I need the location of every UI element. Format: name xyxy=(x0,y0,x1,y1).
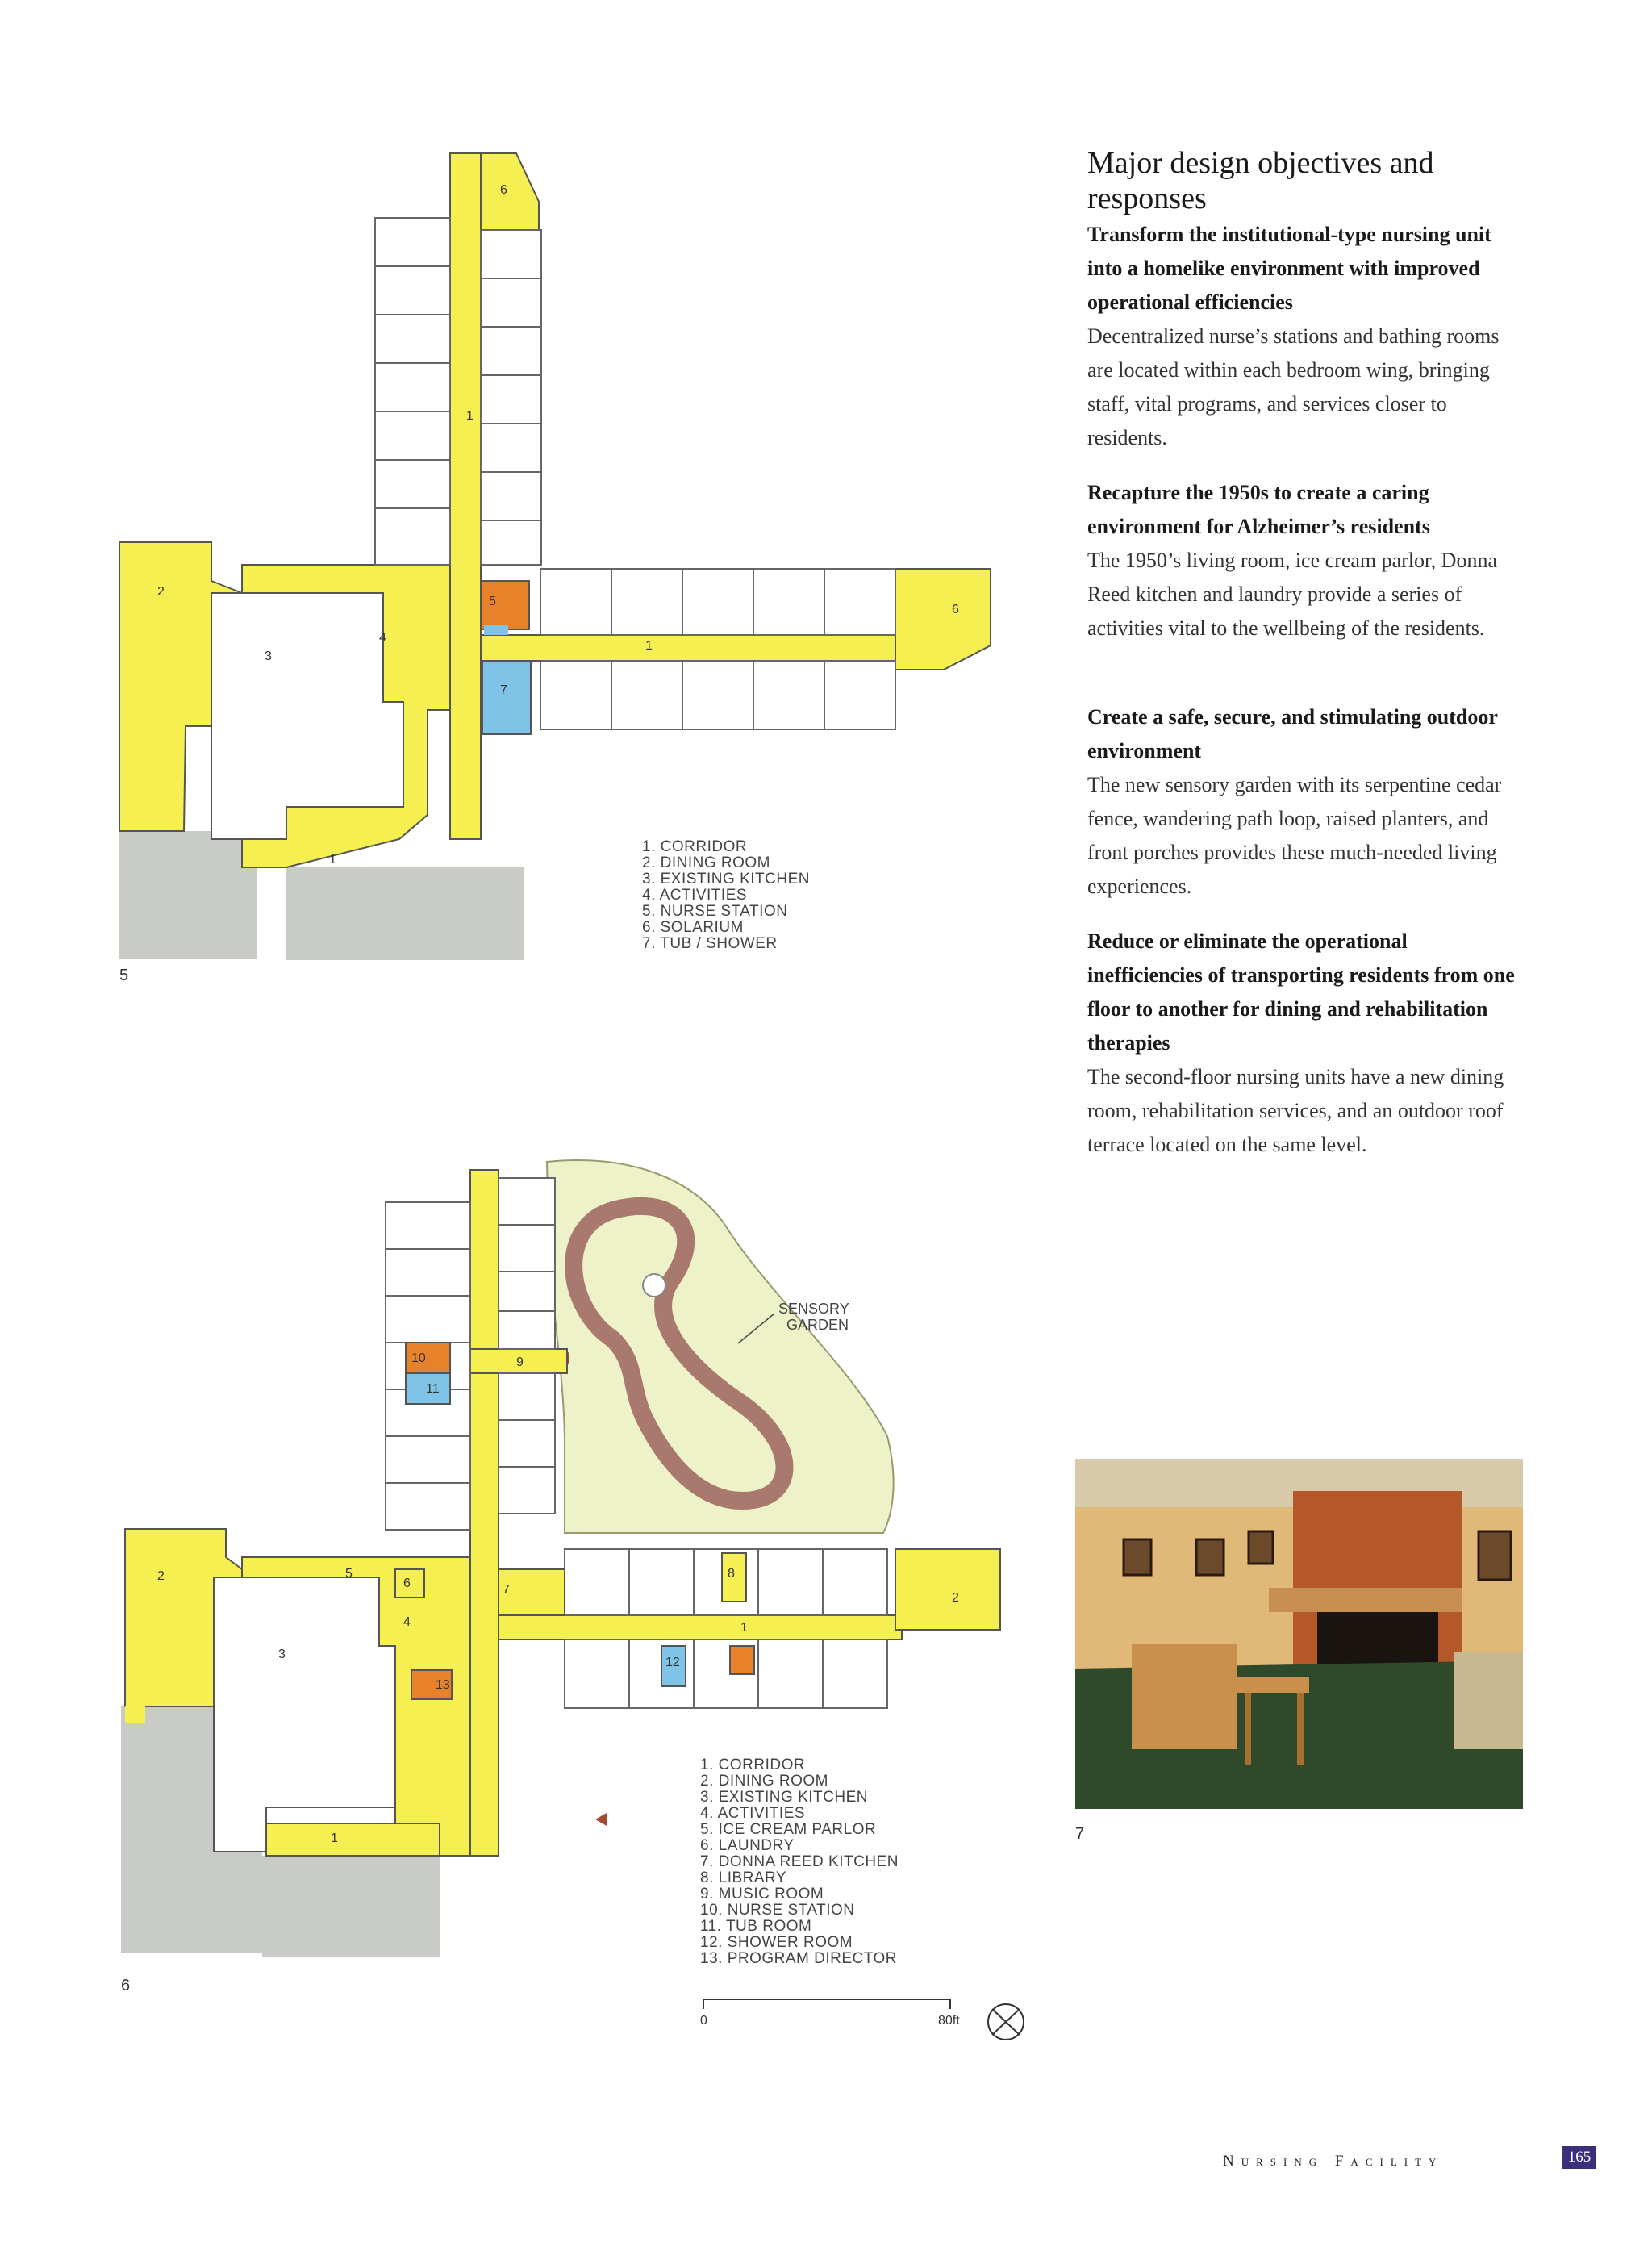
garden-gazebo xyxy=(643,1274,665,1297)
scale-start-label: 0 xyxy=(700,2014,707,2028)
plan6-ground-area xyxy=(262,1856,440,1957)
plan5-label-7: 7 xyxy=(500,683,507,697)
objective-body: The new sensory garden with its serpentine cedar fence, wandering path loop, raised planters, and front porches provides these much-needed living experiences. xyxy=(1087,773,1502,898)
legend-item: 13. PROGRAM DIRECTOR xyxy=(700,1950,898,1967)
legend-item: 11. TUB ROOM xyxy=(700,1918,812,1935)
objective-title: Transform the institutional-type nursing unit into a homelike environment with improved operational efficiencies xyxy=(1087,223,1491,314)
plan6-yellow-fill xyxy=(125,1706,145,1723)
plan6-rooms-vertical-east xyxy=(499,1178,555,1514)
plan6-label-2: 2 xyxy=(157,1569,165,1583)
plan6-label-7: 7 xyxy=(503,1583,510,1597)
plan6-label-1: 1 xyxy=(331,1832,338,1845)
plan5-label-1b: 1 xyxy=(645,639,653,653)
garden-label-line2: GARDEN xyxy=(786,1317,849,1333)
plan5-legend xyxy=(642,839,810,952)
plan5-label-1a: 1 xyxy=(329,853,336,867)
legend-item: 8. LIBRARY xyxy=(700,1869,787,1886)
plan5-label-2: 2 xyxy=(157,585,165,599)
plan5-nurse-station xyxy=(481,581,529,629)
objective-3 xyxy=(1087,700,1523,904)
legend-item: 7. DONNA REED KITCHEN xyxy=(700,1853,899,1870)
plan6-label-4: 4 xyxy=(403,1615,411,1629)
plan5-solarium-east xyxy=(895,569,991,670)
legend-item: 3. EXISTING KITCHEN xyxy=(700,1789,868,1806)
plan6-label-5: 5 xyxy=(345,1567,353,1581)
plan5-label-5: 5 xyxy=(489,595,496,608)
plan5-kitchen xyxy=(211,593,403,839)
legend-item: 6. LAUNDRY xyxy=(700,1837,795,1854)
north-arrow-icon xyxy=(988,2004,1024,2040)
plan6-legend xyxy=(700,1757,899,1967)
objective-title: Recapture the 1950s to create a caring environment for Alzheimer’s residents xyxy=(1087,481,1430,538)
plan5-ground-area xyxy=(119,831,257,959)
plan5-rooms-horizontal-south xyxy=(540,661,895,729)
section-heading: Major design objectives and responses xyxy=(1087,146,1434,215)
legend-item: 4. ACTIVITIES xyxy=(642,887,748,904)
plan6-label-8: 8 xyxy=(728,1567,735,1581)
plan6-label-2b: 2 xyxy=(952,1591,959,1605)
legend-item: 2. DINING ROOM xyxy=(642,854,771,871)
plan5-rooms-vertical-right xyxy=(481,230,541,565)
footer-section-label: Nursing Facility xyxy=(1223,2153,1444,2170)
plan5-label-1c: 1 xyxy=(466,409,473,423)
plan5-label-4: 4 xyxy=(379,631,386,645)
plan5-label-6a: 6 xyxy=(500,183,507,197)
plan6-label-9: 9 xyxy=(516,1355,524,1369)
plan6-label-1b: 1 xyxy=(740,1621,748,1635)
legend-item: 6. SOLARIUM xyxy=(642,919,744,936)
plan5-tub-shower xyxy=(482,662,531,734)
plan5-solarium-top xyxy=(481,153,539,230)
plan5-corridor-vertical xyxy=(450,153,481,839)
objective-2 xyxy=(1087,476,1523,645)
legend-item: 10. NURSE STATION xyxy=(700,1902,855,1919)
objective-body: The second-floor nursing units have a new dining room, rehabilitation services, and an outdoor roof terrace located on the same level. xyxy=(1087,1065,1504,1156)
plan5-corridor-horizontal xyxy=(481,635,904,661)
objective-body: The 1950’s living room, ice cream parlor, Donna Reed kitchen and laundry provide a series of activities vital to the wellbeing of the residents. xyxy=(1087,549,1497,640)
legend-item: 1. CORRIDOR xyxy=(700,1756,806,1773)
legend-item: 3. EXISTING KITCHEN xyxy=(642,871,810,888)
legend-item: 5. ICE CREAM PARLOR xyxy=(700,1821,877,1838)
scale-end-label: 80ft xyxy=(938,2014,960,2028)
plan6-label-3: 3 xyxy=(278,1648,286,1661)
objective-1 xyxy=(1087,218,1523,455)
legend-item: 2. DINING ROOM xyxy=(700,1773,829,1790)
plan6-corridor-south xyxy=(266,1823,440,1856)
scale-bar xyxy=(694,1985,1032,2049)
objective-title: Reduce or eliminate the operational inefficiencies of transporting residents from one floor to another for dining and rehabilitation therapies xyxy=(1087,929,1515,1055)
plan5-label-3: 3 xyxy=(265,650,272,663)
plan6-label-10: 10 xyxy=(411,1351,426,1365)
figure-number-6: 6 xyxy=(121,1977,131,1994)
plan5-rooms-horizontal-north xyxy=(540,569,895,635)
legend-item: 5. NURSE STATION xyxy=(642,903,788,920)
living-room-photo xyxy=(1075,1459,1523,1809)
legend-item: 7. TUB / SHOWER xyxy=(642,935,778,952)
plan6-kitchen xyxy=(214,1577,395,1852)
garden-label-line1: SENSORY xyxy=(778,1301,849,1317)
plan5-blue-accent xyxy=(484,625,508,635)
plan5-rooms-vertical-left xyxy=(375,218,450,565)
plan6-entry-marker xyxy=(595,1813,607,1826)
plan5-ground-area xyxy=(286,867,524,960)
legend-item: 9. MUSIC ROOM xyxy=(700,1886,824,1903)
objective-title: Create a safe, secure, and stimulating outdoor environment xyxy=(1087,705,1498,762)
plan6-nurse-station-east xyxy=(730,1646,754,1674)
plan6-label-12: 12 xyxy=(665,1656,680,1669)
plan6-corridor-horizontal xyxy=(499,1615,902,1639)
plan6-label-13: 13 xyxy=(436,1678,450,1692)
figure-number-5: 5 xyxy=(119,967,129,984)
figure-number-7: 7 xyxy=(1075,1825,1085,1843)
page-number-badge: 165 xyxy=(1562,2146,1596,2169)
plan6-rooms-horizontal-south xyxy=(565,1639,887,1708)
objective-body: Decentralized nurse’s stations and bathing rooms are located within each bedroom wing, bringing staff, vital programs, and services closer to residents. xyxy=(1087,324,1500,449)
plan6-label-11: 11 xyxy=(426,1382,440,1396)
legend-item: 12. SHOWER ROOM xyxy=(700,1934,853,1951)
plan6-label-6: 6 xyxy=(403,1577,411,1590)
plan6-dining-east xyxy=(895,1549,1000,1630)
objective-4 xyxy=(1087,925,1523,1162)
plan5-label-6b: 6 xyxy=(952,603,959,616)
floor-plan-5 xyxy=(113,141,1008,964)
plan6-corridor-vertical xyxy=(470,1170,499,1856)
legend-item: 4. ACTIVITIES xyxy=(700,1805,806,1822)
legend-item: 1. CORRIDOR xyxy=(642,838,748,855)
